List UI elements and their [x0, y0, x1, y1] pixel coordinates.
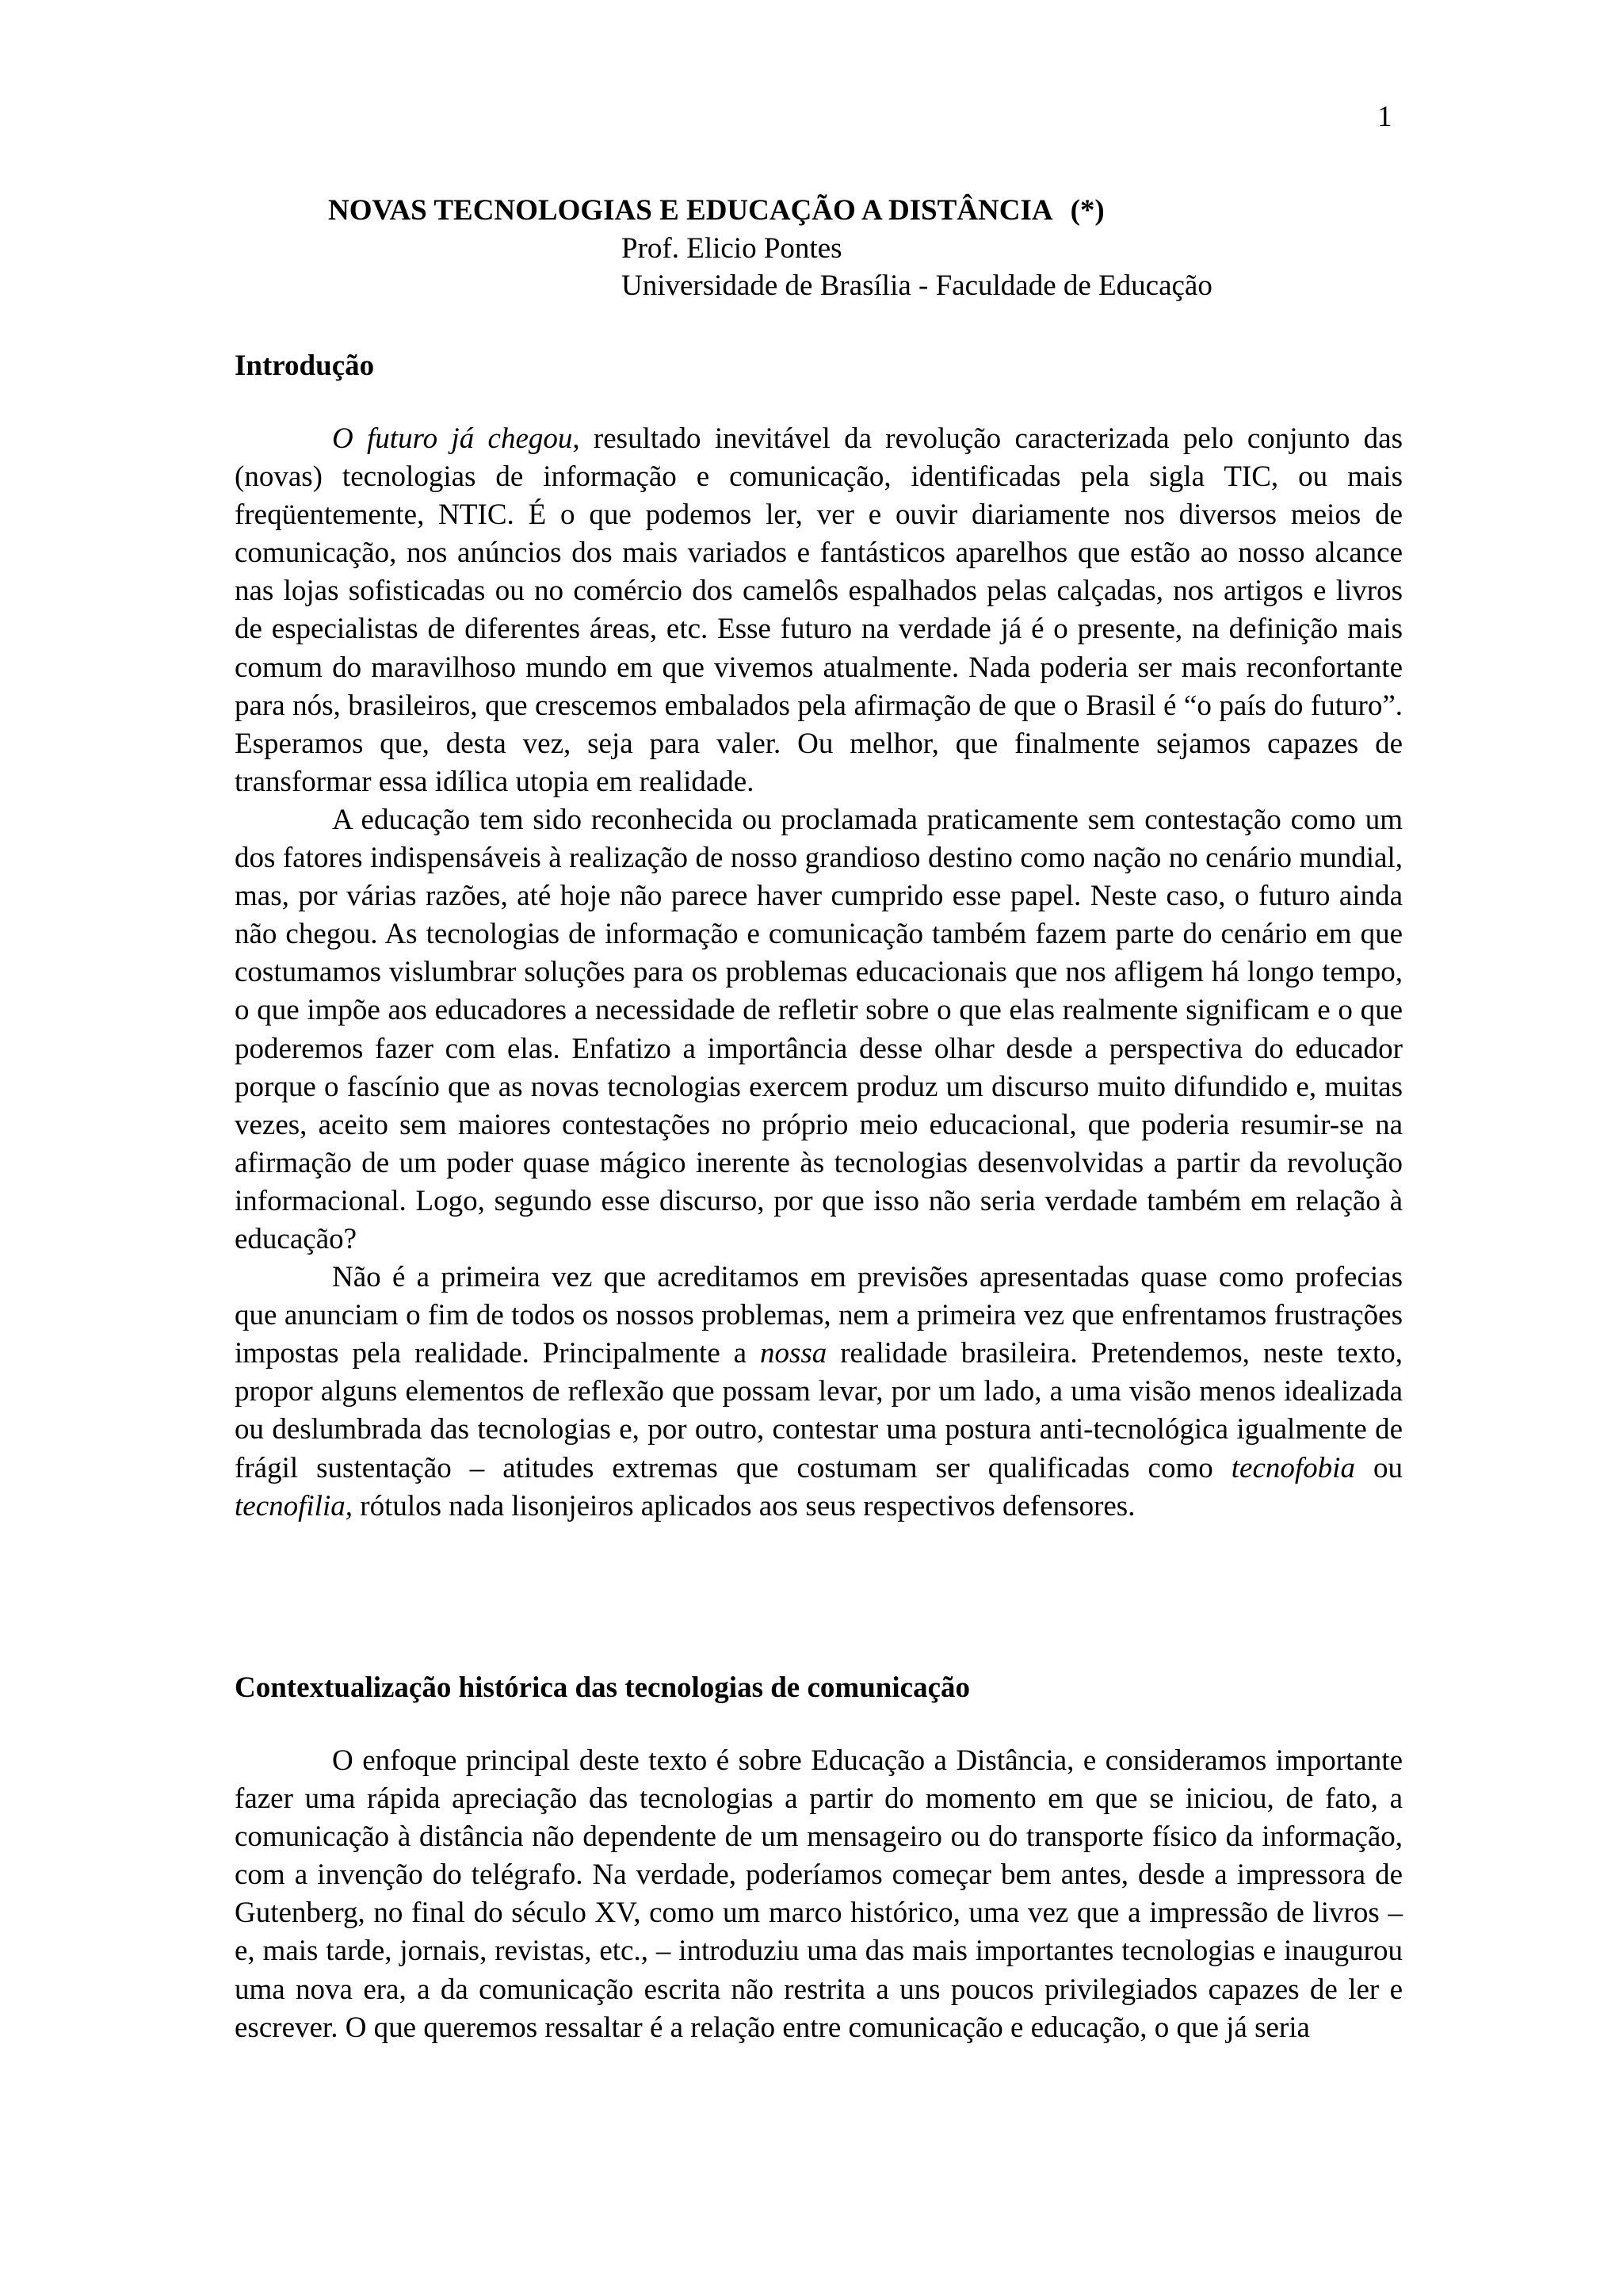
- author-name: Prof. Elicio Pontes: [621, 232, 842, 265]
- document-title: [328, 192, 1105, 230]
- emphasis: tecnofobia: [1231, 1451, 1355, 1484]
- paragraph: A educação tem sido reconhecida ou proclamada praticamente sem contestação como um dos fatores indispensáveis à realização de nosso grandioso destino como nação no cenário mundial, mas, por várias razões, até hoje não parece haver cumprido esse papel. Neste caso, o futuro ainda não chegou. As tecnologias de informação e comunicação também fazem parte do cenário em que costumamos vislumbrar soluções para os problemas educacionais que nos afligem há longo tempo, o que impõe aos educadores a necessidade de refletir sobre o que elas realmente significam e o que poderemos fazer com elas. Enfatizo a importância desse olhar desde a perspectiva do educador porque o fascínio que as novas tecnologias exercem produz um discurso muito difundido e, muitas vezes, aceito sem maiores contestações no próprio meio educacional, que poderia resumir-se na afirmação de um poder quase mágico inerente às tecnologias desenvolvidas a partir da revolução informacional. Logo, segundo esse discurso, por que isso não seria verdade também em relação à educação?: [235, 803, 1403, 1255]
- paragraph-text: ou: [1354, 1451, 1403, 1484]
- paragraph: [235, 420, 1403, 801]
- context-body: [235, 1742, 1403, 2047]
- paragraph-text: , resultado inevitável da revolução caracterizada pelo conjunto das (novas) tecnologias de informação e comunicação, identificadas pela sigla TIC, ou mais freqüentemente, NTIC. É o que podemos ler, ver e ouvir diariamente nos diversos meios de comunicação, nos anúncios dos mais variados e fantásticos aparelhos que estão ao nosso alcance nas lojas sofisticadas ou no comércio dos camelôs espalhados pelas calçadas, nos artigos e livros de especialistas de diferentes áreas, etc. Esse futuro na verdade já é o presente, na definição mais comum do maravilhoso mundo em que vivemos atualmente. Nada poderia ser mais reconfortante para nós, brasileiros, que crescemos embalados pela afirmação de que o Brasil é “o país do futuro”. Esperamos que, desta vez, seja para valer. Ou melhor, que finalmente sejamos capazes de transformar essa idílica utopia em realidade.: [235, 422, 1403, 798]
- emphasis: nossa: [760, 1337, 827, 1370]
- author-block: [621, 230, 1212, 304]
- paragraph: [235, 1259, 1403, 1526]
- emphasis: tecnofilia,: [235, 1489, 353, 1522]
- title-text: NOVAS TECNOLOGIAS E EDUCAÇÃO A DISTÂNCIA: [328, 194, 1053, 227]
- title-footnote-ref: (*): [1070, 194, 1105, 227]
- section-heading-introduction: Introdução: [235, 350, 375, 382]
- introduction-body: [235, 420, 1403, 1526]
- paragraph-text: Não é a primeira vez que acreditamos em previsões apresentadas quase como profecias que anunciam o fim de todos os nossos problemas, nem a primeira vez que enfrentamos frustrações impostas pela realidade. Principalmente a: [235, 1261, 1403, 1370]
- section-heading-context: Contextualização histórica das tecnologias de comunicação: [235, 1671, 970, 1704]
- author-affiliation: Universidade de Brasília - Faculdade de Educação: [621, 269, 1212, 302]
- paragraph: O enfoque principal deste texto é sobre Educação a Distância, e consideramos importante fazer uma rápida apreciação das tecnologias a partir do momento em que se iniciou, de fato, a comunicação à distância não dependente de um mensageiro ou do transporte físico da informação, com a invenção do telégrafo. Na verdade, poderíamos começar bem antes, desde a impressora de Gutenberg, no final do século XV, como um marco histórico, uma vez que a impressão de livros – e, mais tarde, jornais, revistas, etc., – introduziu uma das mais importantes tecnologias e inaugurou uma nova era, a da comunicação escrita não restrita a uns poucos privilegiados capazes de ler e escrever. O que queremos ressaltar é a relação entre comunicação e educação, o que já seria: [235, 1744, 1403, 2044]
- emphasis: O futuro já chegou: [332, 422, 573, 455]
- paragraph-text: rótulos nada lisonjeiros aplicados aos seus respectivos defensores.: [353, 1489, 1136, 1522]
- paragraph-text: realidade brasileira. Pretendemos, neste texto, propor alguns elementos de reflexão que possam levar, por um lado, a uma visão menos idealizada ou deslumbrada das tecnologias e, por outro, contestar uma postura anti-tecnológica igualmente de frágil sustentação – atitudes extremas que costumam ser qualificadas como: [235, 1337, 1403, 1484]
- page-number: 1: [1377, 101, 1392, 133]
